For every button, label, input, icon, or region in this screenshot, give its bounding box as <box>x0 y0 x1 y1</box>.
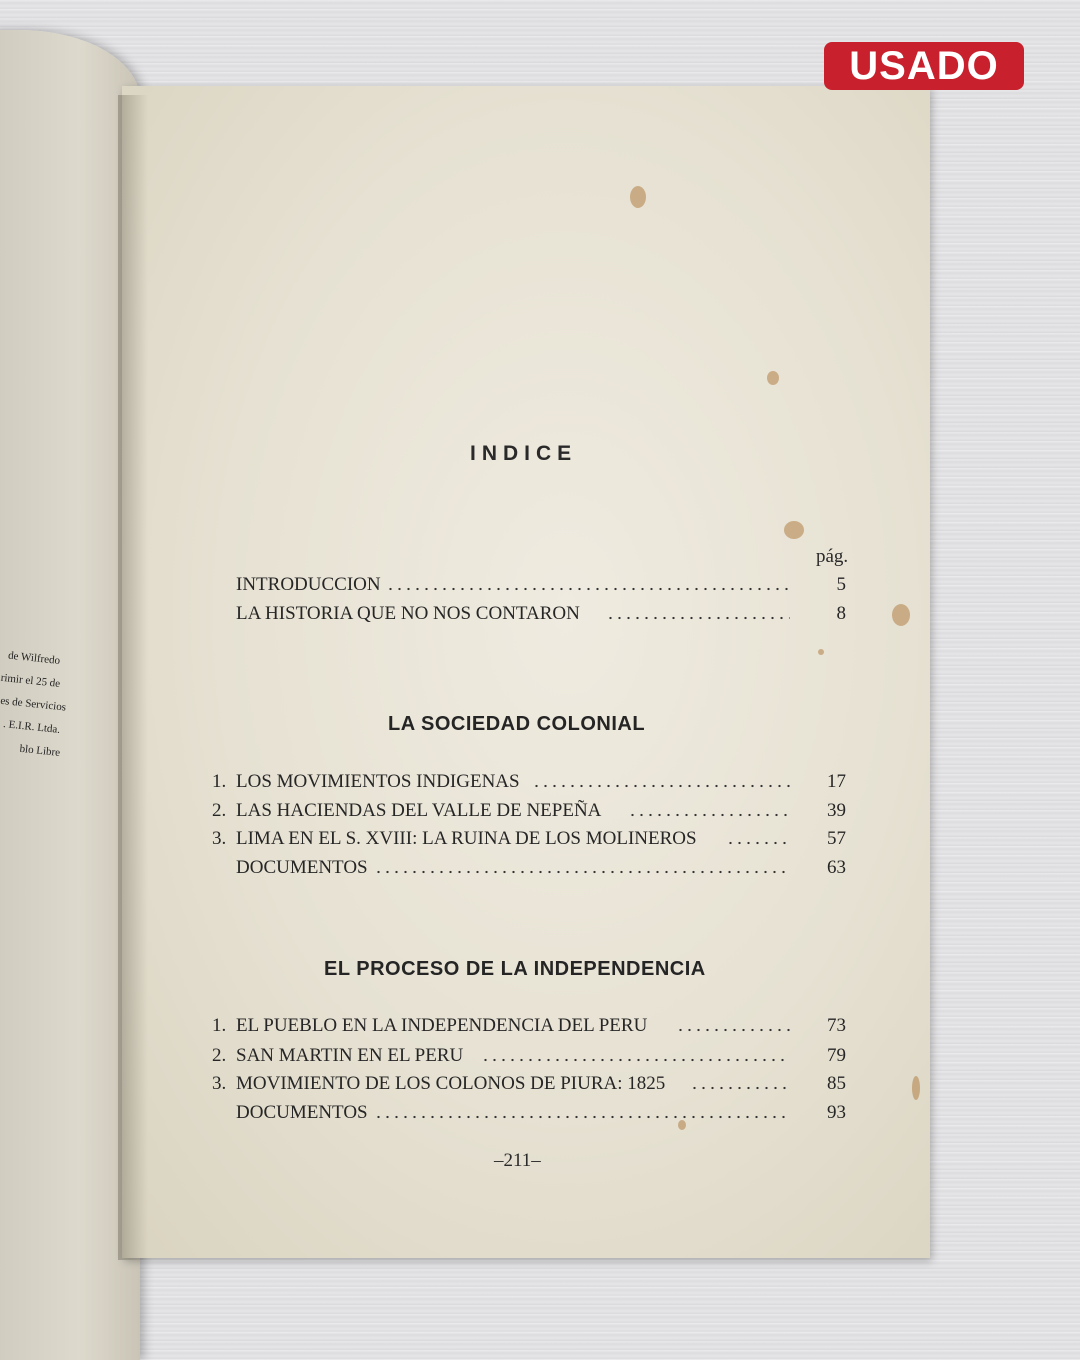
leader-dots <box>374 857 790 883</box>
toc-entry-page: 63 <box>827 857 846 878</box>
toc-entry-label: EL PUEBLO EN LA INDEPENDENCIA DEL PERU <box>236 1015 648 1036</box>
stain <box>767 371 779 385</box>
leader-dots <box>606 603 790 629</box>
toc-entry <box>212 771 846 797</box>
toc-entry-label: MOVIMIENTO DE LOS COLONOS DE PIURA: 1825 <box>236 1073 666 1094</box>
toc-entry-number: 2. <box>212 800 227 821</box>
leader-dots <box>628 800 790 826</box>
toc-entry-label: SAN MARTIN EN EL PERU <box>236 1045 464 1066</box>
leader-dots <box>481 1045 790 1071</box>
toc-entry <box>236 574 846 600</box>
toc-entry <box>212 1073 846 1099</box>
toc-entry <box>236 603 846 629</box>
toc-entry-page: 93 <box>827 1102 846 1123</box>
toc-entry <box>212 800 846 826</box>
index-title: INDICE <box>470 442 578 465</box>
section-title: LA SOCIEDAD COLONIAL <box>388 713 646 735</box>
toc-entry-page: 5 <box>836 574 846 595</box>
stain <box>892 604 910 626</box>
toc-entry-page: 73 <box>827 1015 846 1036</box>
toc-entry-label: INTRODUCCION <box>236 574 381 595</box>
imprint-line: rimir el 25 de <box>0 671 61 690</box>
toc-entry <box>212 1015 846 1041</box>
toc-entry-page: 17 <box>827 771 846 792</box>
imprint-line: . E.I.R. Ltda. <box>2 718 61 736</box>
stain <box>912 1076 920 1100</box>
leader-dots <box>374 1102 790 1128</box>
toc-entry-label: DOCUMENTOS <box>236 857 368 878</box>
used-badge: USADO <box>824 42 1024 90</box>
stain <box>630 186 646 208</box>
imprint-line: es de Servicios <box>0 694 67 714</box>
toc-entry-label: LIMA EN EL S. XVIII: LA RUINA DE LOS MOLINEROS <box>236 828 697 849</box>
stain <box>818 649 824 655</box>
spine-shadow <box>118 95 148 1260</box>
toc-entry-label: LAS HACIENDAS DEL VALLE DE NEPEÑA <box>236 800 602 821</box>
toc-entry-number: 1. <box>212 1015 227 1036</box>
toc-entry-page: 8 <box>836 603 846 624</box>
toc-entry-page: 39 <box>827 800 846 821</box>
leader-dots <box>726 828 790 854</box>
section-title: EL PROCESO DE LA INDEPENDENCIA <box>324 958 706 980</box>
stain <box>784 521 804 539</box>
toc-entry <box>236 1102 846 1128</box>
page-column-header: pág. <box>816 546 849 567</box>
imprint-line: blo Libre <box>19 742 61 759</box>
imprint-line: de Wilfredo <box>7 649 61 667</box>
toc-entry <box>212 828 846 854</box>
toc-entry-label: LOS MOVIMIENTOS INDIGENAS <box>236 771 520 792</box>
toc-entry-page: 57 <box>827 828 846 849</box>
left-page-imprint <box>0 649 67 765</box>
toc-entry-label: LA HISTORIA QUE NO NOS CONTARON <box>236 603 580 624</box>
toc-entry-number: 1. <box>212 771 227 792</box>
leader-dots <box>386 574 790 600</box>
toc-entry <box>236 857 846 883</box>
toc-entry-number: 2. <box>212 1045 227 1066</box>
toc-entry-label: DOCUMENTOS <box>236 1102 368 1123</box>
leader-dots <box>532 771 790 797</box>
toc-entry <box>212 1045 846 1071</box>
toc-entry-page: 79 <box>827 1045 846 1066</box>
toc-entry-page: 85 <box>827 1073 846 1094</box>
page-number: –211– <box>494 1150 541 1171</box>
leader-dots <box>676 1015 790 1041</box>
toc-entry-number: 3. <box>212 828 227 849</box>
toc-entry-number: 3. <box>212 1073 227 1094</box>
leader-dots <box>690 1073 790 1099</box>
